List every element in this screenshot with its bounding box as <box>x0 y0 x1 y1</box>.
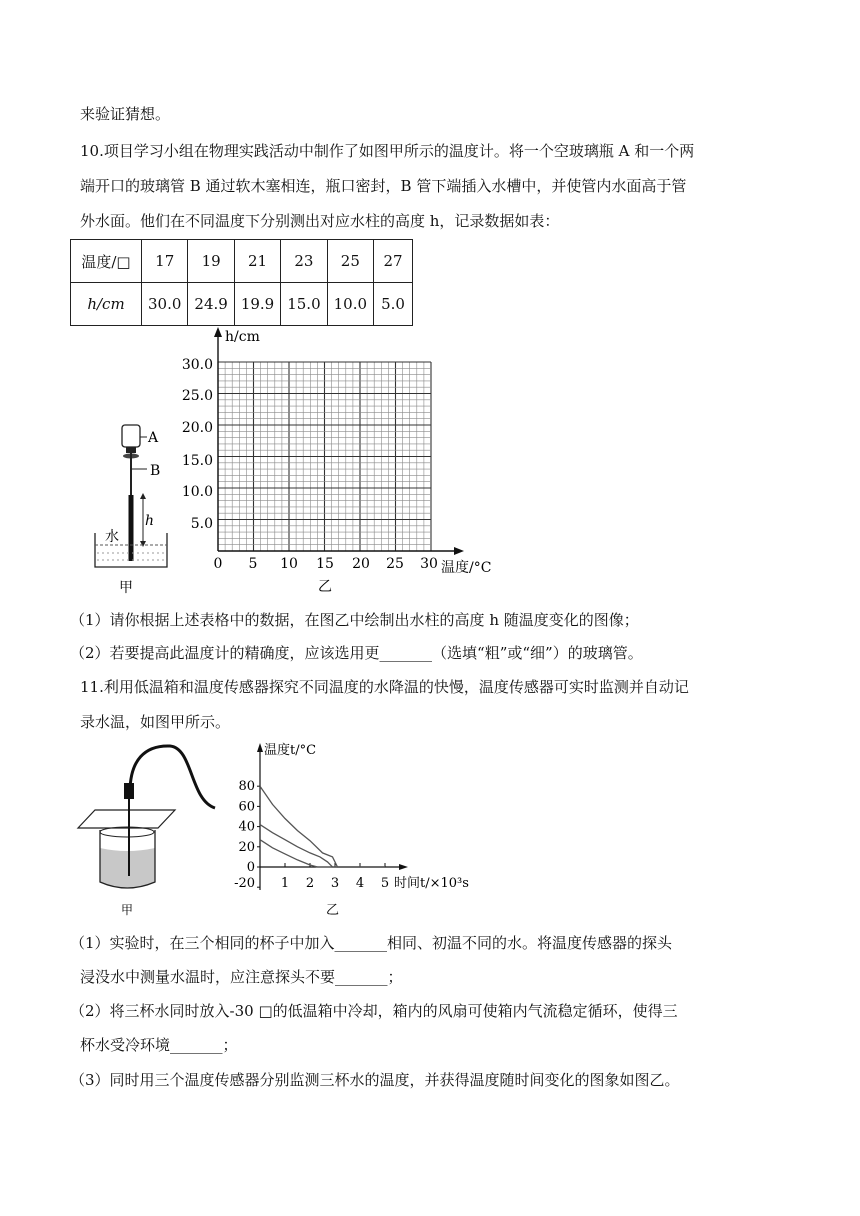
blank-grid-graph <box>175 325 515 595</box>
height-arrow-top <box>140 493 146 499</box>
cork-stopper <box>126 447 136 453</box>
question-11-line-1: 11.利用低温箱和温度传感器探究不同温度的水降温的快慢，温度传感器可实时监测并自动记 <box>80 678 689 696</box>
y-tick-label: 60 <box>238 799 255 815</box>
caption-jia: 甲 <box>121 903 134 917</box>
x-axis-label: 温度/°C <box>441 560 492 576</box>
text-line-0: 来验证猜想。 <box>80 105 171 123</box>
x-tick-label: 5 <box>380 876 390 891</box>
question-10-part-2: （2）若要提高此温度计的精确度，应该选用更_______（选填“粗”或“细”）的玻璃管。 <box>70 644 643 662</box>
y-tick-label: 80 <box>238 779 255 795</box>
y-tick-label: 15.0 <box>181 453 213 469</box>
x-tick-label: 25 <box>386 556 404 572</box>
x-axis-arrow <box>399 864 408 870</box>
table-cell: 23 <box>281 240 327 283</box>
sensor-head <box>124 783 134 799</box>
table-cell: 30.0 <box>142 283 188 326</box>
x-tick-label: 15 <box>316 556 334 572</box>
y-tick-label: 40 <box>238 819 255 835</box>
series-line-1 <box>260 786 385 867</box>
y-axis-label: 温度t/°C <box>264 743 317 758</box>
y-tick-label: 30.0 <box>181 357 213 373</box>
cardboard-lid <box>78 810 175 828</box>
question-10-line-2: 端开口的玻璃管 B 通过软木塞相连，瓶口密封，B 管下端插入水槽中，并使管内水面高于管 <box>80 177 687 195</box>
x-axis-arrow <box>454 547 464 555</box>
sensor-beaker-figure <box>75 740 225 920</box>
table-cell: h/cm <box>71 283 142 326</box>
table-row <box>71 240 413 283</box>
x-tick-label: 10 <box>280 556 298 572</box>
label-b: B <box>150 463 161 479</box>
y-tick-label: -20 <box>234 876 255 891</box>
question-11-line-2: 录水温，如图甲所示。 <box>80 713 231 731</box>
plot-area <box>234 779 389 891</box>
table-cell: 温度/□ <box>71 240 142 283</box>
label-water: 水 <box>105 529 119 545</box>
question-10-line-1: 10.项目学习小组在物理实践活动中制作了如图甲所示的温度计。将一个空玻璃瓶 A 和一个两 <box>80 142 695 160</box>
question-11-part-1-line-2: 浸没水中测量水温时，应注意探头不要_______； <box>80 968 403 986</box>
x-axis-label: 时间t/×10³s <box>394 876 469 891</box>
x-tick-label: 5 <box>248 556 258 572</box>
graph-grid <box>218 362 431 551</box>
table-cell: 17 <box>142 240 188 283</box>
series-line-2 <box>260 825 385 867</box>
x-tick-label: 2 <box>305 876 315 891</box>
table-cell: 21 <box>234 240 280 283</box>
x-tick-label: 1 <box>280 876 290 891</box>
table-cell: 5.0 <box>374 283 413 326</box>
y-tick-label: 20 <box>238 839 255 855</box>
label-h: h <box>145 513 155 529</box>
question-10-part-1: （1）请你根据上述表格中的数据，在图乙中绘制出水柱的高度 h 随温度变化的图像； <box>70 611 639 629</box>
bottle-a <box>122 425 140 447</box>
table-row <box>71 283 413 326</box>
question-11-part-2-line-1: （2）将三杯水同时放入-30 □的低温箱中冷却，箱内的风扇可使箱内气流稳定循环，使得三 <box>70 1002 678 1020</box>
x-tick-label: 4 <box>355 876 365 891</box>
table-cell: 25 <box>327 240 373 283</box>
table-cell: 19 <box>188 240 234 283</box>
y-tick-label: 25.0 <box>181 388 213 404</box>
x-tick-label: 20 <box>352 556 370 572</box>
y-axis-arrow <box>257 743 263 752</box>
sensor-cable <box>130 746 215 808</box>
x-tick-label: 30 <box>420 556 438 572</box>
y-tick-label: 20.0 <box>181 420 213 436</box>
x-tick-label: 0 <box>213 556 223 572</box>
beaker-water <box>100 848 155 888</box>
table-cell: 27 <box>374 240 413 283</box>
question-11-part-1-line-1: （1）实验时，在三个相同的杯子中加入_______相同、初温不同的水。将温度传感器的探头 <box>70 934 673 952</box>
thermometer-apparatus-figure <box>85 415 185 595</box>
caption-yi: 乙 <box>318 579 332 595</box>
y-tick-label: 10.0 <box>181 484 213 500</box>
cooling-curve-chart <box>228 740 508 920</box>
y-axis-arrow <box>214 327 222 337</box>
height-arrow-bottom <box>140 541 146 547</box>
caption-yi: 乙 <box>326 903 340 918</box>
table-cell: 15.0 <box>281 283 327 326</box>
y-axis-label: h/cm <box>225 329 260 345</box>
data-table <box>70 239 413 326</box>
label-a: A <box>148 430 159 446</box>
x-tick-label: 3 <box>330 876 340 891</box>
question-11-part-3: （3）同时用三个温度传感器分别监测三杯水的温度，并获得温度随时间变化的图象如图乙。 <box>70 1071 680 1089</box>
table-cell: 10.0 <box>327 283 373 326</box>
y-tick-label: 5.0 <box>190 516 213 532</box>
y-tick-label: 0 <box>246 860 255 875</box>
question-10-line-3: 外水面。他们在不同温度下分别测出对应水柱的高度 h，记录数据如表： <box>80 212 560 230</box>
question-11-part-2-line-2: 杯水受冷环境_______； <box>80 1036 238 1054</box>
table-cell: 19.9 <box>234 283 280 326</box>
caption-jia: 甲 <box>119 580 133 596</box>
table-cell: 24.9 <box>188 283 234 326</box>
